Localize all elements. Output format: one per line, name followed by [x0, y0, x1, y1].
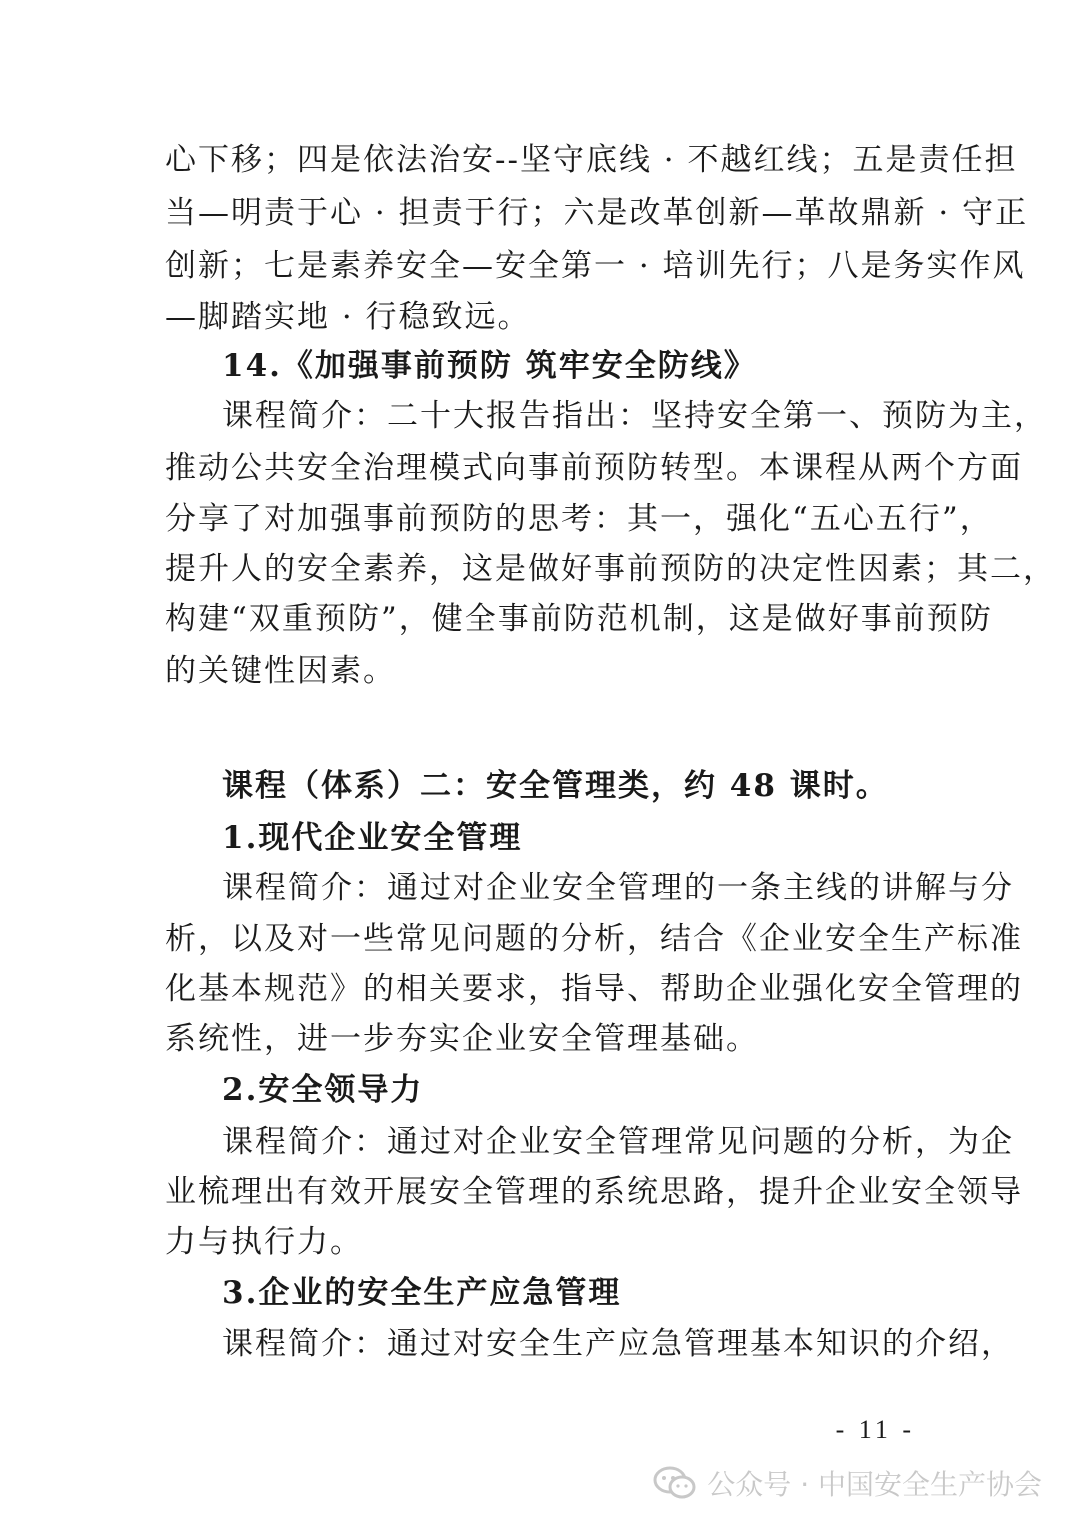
course-2-title: 2.安全领导力	[222, 1072, 424, 1108]
course-14-intro-line: 的关键性因素。	[165, 653, 396, 689]
paragraph-line: 当—明责于心 · 担责于行；六是改革创新—革故鼎新 · 守正	[165, 195, 1029, 231]
page-number: - 11 -	[835, 1415, 915, 1444]
course-1-intro-line: 课程简介：通过对企业安全管理的一条主线的讲解与分	[222, 870, 1014, 906]
course-2-intro-line: 课程简介：通过对企业安全管理常见问题的分析，为企	[222, 1124, 1014, 1160]
course-1-intro-line: 化基本规范》的相关要求，指导、帮助企业强化安全管理的	[165, 971, 1023, 1007]
paragraph-line: 创新；七是素养安全—安全第一 · 培训先行；八是务实作风	[165, 248, 1026, 284]
paragraph-line: —脚踏实地 · 行稳致远。	[165, 299, 531, 335]
course-14-intro-line: 推动公共安全治理模式向事前预防转型。本课程从两个方面	[165, 450, 1023, 486]
course-14-intro-line: 课程简介：二十大报告指出：坚持安全第一、预防为主，	[222, 398, 1047, 434]
account-watermark	[653, 1463, 1042, 1503]
course-1-intro-line: 系统性，进一步夯实企业安全管理基础。	[165, 1021, 759, 1057]
course-3-intro-line: 课程简介：通过对安全生产应急管理基本知识的介绍，	[222, 1326, 1014, 1362]
course-14-intro-line: 提升人的安全素养，这是做好事前预防的决定性因素；其二，	[165, 551, 1056, 587]
course-14-intro-line: 分享了对加强事前预防的思考：其一，强化“五心五行”，	[165, 501, 993, 537]
wechat-icon	[653, 1465, 697, 1501]
course-14-intro-line: 构建“双重预防”，健全事前防范机制，这是做好事前预防	[165, 601, 993, 637]
course-3-title: 3.企业的安全生产应急管理	[222, 1275, 622, 1311]
course-14-title: 14.《加强事前预防 筑牢安全防线》	[222, 348, 757, 384]
paragraph-line: 心下移；四是依法治安--坚守底线 · 不越红线；五是责任担	[165, 142, 1018, 178]
course-2-intro-line: 业梳理出有效开展安全管理的系统思路，提升企业安全领导	[165, 1174, 1023, 1210]
course-1-intro-line: 析，以及对一些常见问题的分析，结合《企业安全生产标准	[165, 921, 1023, 957]
system-two-heading: 课程（体系）二：安全管理类，约 48 课时。	[222, 768, 889, 804]
course-1-title: 1.现代企业安全管理	[222, 820, 523, 856]
course-2-intro-line: 力与执行力。	[165, 1224, 363, 1260]
watermark-text: 公众号 · 中国安全生产协会	[707, 1468, 1042, 1501]
